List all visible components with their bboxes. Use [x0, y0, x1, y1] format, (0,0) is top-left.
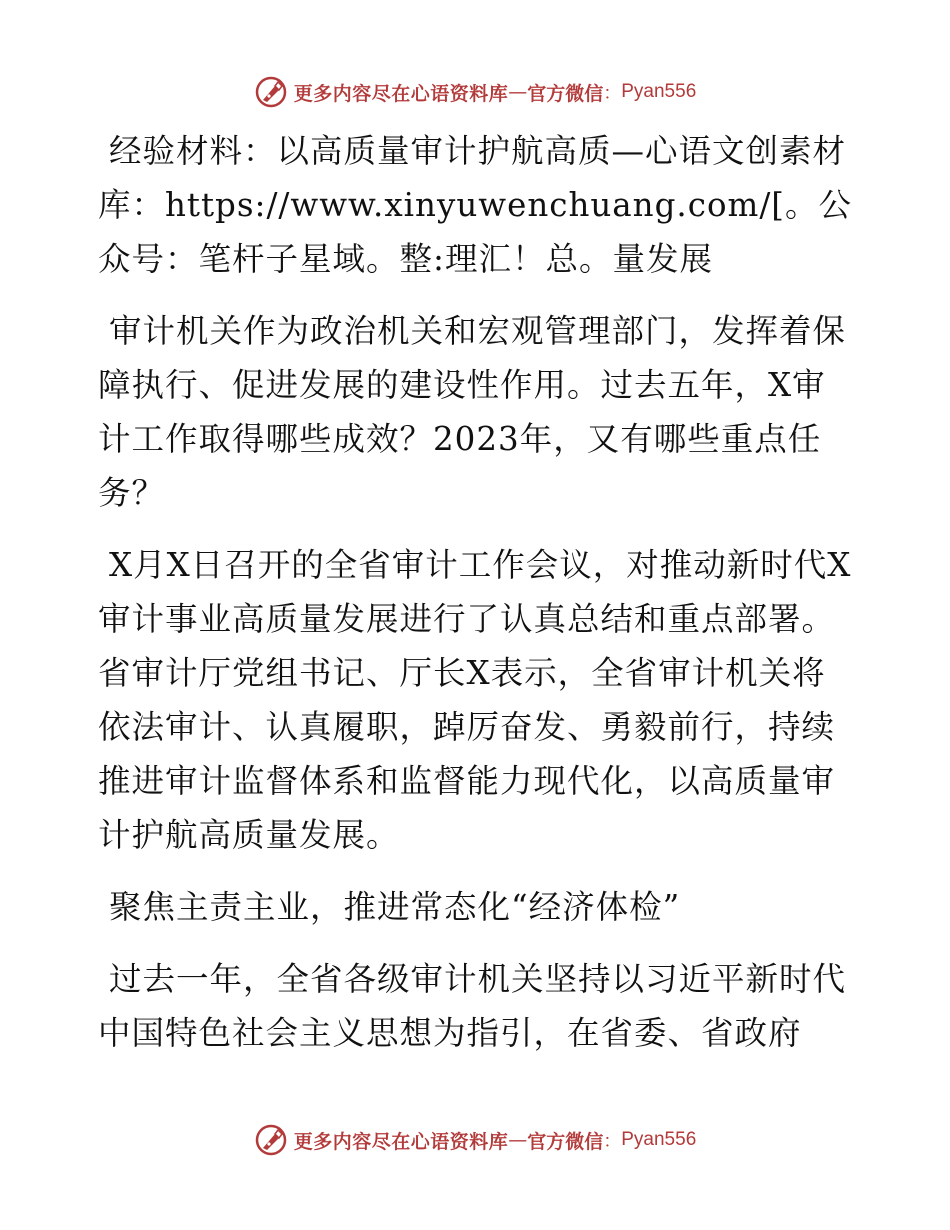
- banner-colon: ：: [603, 1131, 622, 1152]
- document-body: [98, 124, 858, 1078]
- banner-main-text: 更多内容尽在心语资料库: [293, 1130, 509, 1153]
- banner-separator: —: [508, 81, 528, 103]
- banner-label: 官方微信: [527, 1130, 604, 1153]
- footer-banner: [0, 1120, 950, 1160]
- banner-wechat-id: Pyan556: [621, 81, 697, 102]
- body-paragraph: 审计机关作为政治机关和宏观管理部门，发挥着保障执行、促进发展的建设性作用。过去五年，X审计工作取得哪些成效？2023年，又有哪些重点任务？: [98, 312, 847, 512]
- body-paragraph: 过去一年，全省各级审计机关坚持以习近平新时代中国特色社会主义思想为指引，在省委、省政府: [98, 960, 847, 1052]
- banner-main-text: 更多内容尽在心语资料库: [293, 82, 509, 105]
- banner-label: 官方微信: [527, 82, 604, 105]
- pen-nib-seal-icon: [254, 75, 288, 109]
- document-title-paragraph: 经验材料：以高质量审计护航高质—心语文创素材库：https://www.xinyuwenchuang.com/[。公众号：笔杆子星域。整:理汇！总。量发展: [98, 132, 852, 278]
- section-heading: 聚焦主责主业，推进常态化“经济体检”: [109, 888, 681, 926]
- pen-nib-seal-icon: [254, 1123, 288, 1157]
- body-paragraph: X月X日召开的全省审计工作会议，对推动新时代X审计事业高质量发展进行了认真总结和重点部署。省审计厅党组书记、厅长X表示，全省审计机关将依法审计、认真履职，踔厉奋发、勇毅前行，持续推进审计监督体系和监督能力现代化，以高质量审计护航高质量发展。: [98, 546, 852, 854]
- banner-separator: —: [508, 1129, 528, 1151]
- banner-colon: ：: [603, 83, 622, 104]
- banner-wechat-id: Pyan556: [621, 1129, 697, 1150]
- header-banner: [0, 72, 950, 112]
